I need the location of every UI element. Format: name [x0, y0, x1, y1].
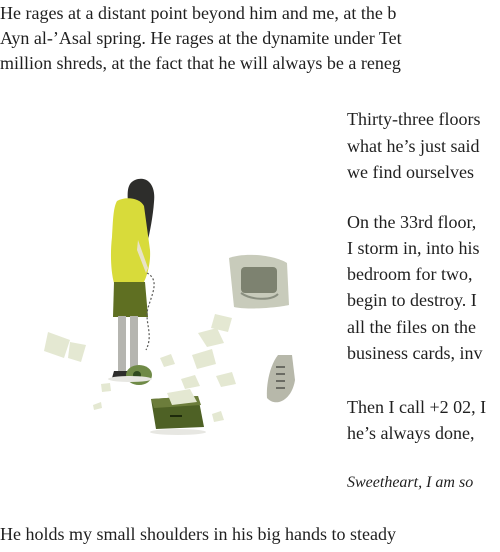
column-p1-line-1: Thirty-three floors	[347, 109, 481, 129]
column-p3-line-1: Then I call +2 02, I	[347, 397, 487, 417]
intro-line-2: Ayn al-’Asal spring. He rages at the dynamite under Tet	[0, 28, 402, 48]
column-p2-line-4: begin to destroy. I	[347, 290, 477, 310]
printer-icon	[151, 389, 204, 429]
monitor-icon	[229, 255, 289, 309]
column-p3-line-2: he’s always done,	[347, 423, 475, 443]
intro-line-1: He rages at a distant point beyond him and me, at the b	[0, 3, 397, 23]
column-p1-line-3: we find ourselves	[347, 162, 474, 182]
column-p1-line-2: what he’s just said	[347, 136, 480, 156]
closing-line: He holds my small shoulders in his big hands to steady	[0, 524, 396, 544]
column-p2-line-6: business cards, inv	[347, 343, 483, 363]
column-p2-line-3: bedroom for two,	[347, 264, 473, 284]
woman-figure	[111, 179, 154, 378]
illustration-woman-and-debris	[40, 170, 315, 460]
telephone-icon	[126, 365, 152, 385]
column-italic-line: Sweetheart, I am so	[347, 474, 474, 491]
column-p2-line-5: all the files on the	[347, 317, 476, 337]
column-p2-line-1: On the 33rd floor,	[347, 212, 477, 232]
intro-line-3: million shreds, at the fact that he will always be a reneg	[0, 53, 401, 73]
remote-control-icon	[267, 355, 295, 402]
column-p2-line-2: I storm in, into his	[347, 238, 480, 258]
